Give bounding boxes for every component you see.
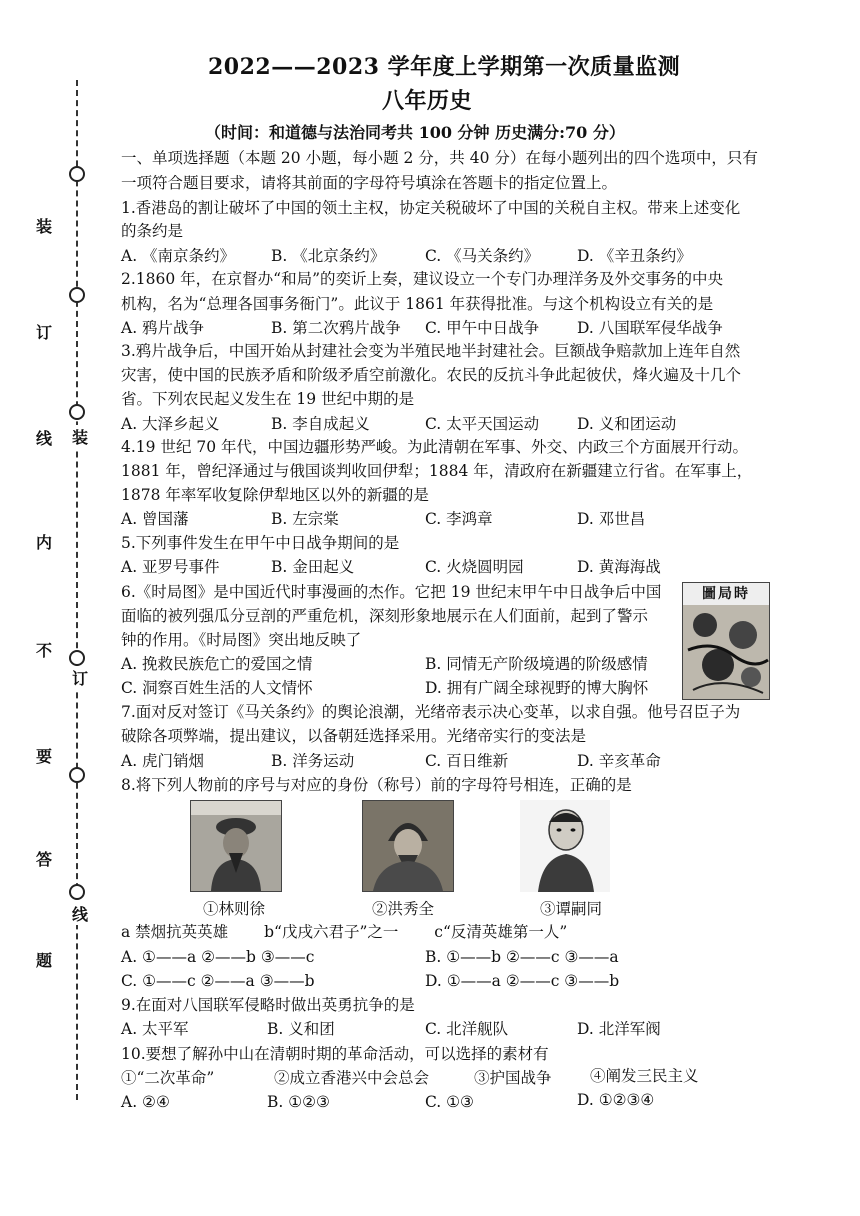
cartoon-title: 圖局時 — [683, 583, 769, 605]
option-c: C. 北洋舰队 — [425, 1020, 509, 1038]
option-b: B. 左宗棠 — [271, 510, 339, 528]
question-stem: 省。下列农民起义发生在 19 世纪中期的是 — [121, 390, 415, 408]
option-d: D. 拥有广阔全球视野的博大胸怀 — [425, 679, 649, 697]
material-item: ④阐发三民主义 — [590, 1067, 699, 1085]
option-c: C. 洞察百姓生活的人文情怀 — [121, 679, 313, 697]
section-instruction: 一、单项选择题（本题 20 小题，每小题 2 分，共 40 分）在每小题列出的四个选项中，只有 — [121, 149, 758, 167]
question-stem: 5.下列事件发生在甲午中日战争期间的是 — [121, 534, 400, 552]
option-c: C. 《马关条约》 — [425, 247, 540, 265]
option-d: D. ①——a ②——c ③——b — [425, 972, 620, 990]
binding-hole — [69, 650, 85, 666]
exam-subtitle: 八年历史 — [382, 88, 473, 114]
question-stem: 破除各项弊端，提出建议，以备朝廷选择采用。光绪帝实行的变法是 — [121, 727, 587, 745]
material-item: ①“二次革命” — [121, 1069, 215, 1087]
binding-hole — [69, 767, 85, 783]
question-stem: 面临的被列强瓜分豆剖的严重危机，深刻形象地展示在人们面前，起到了警示 — [121, 607, 649, 625]
binding-hole — [69, 166, 85, 182]
option-b: B. 同情无产阶级境遇的阶级感情 — [425, 655, 648, 673]
option-a: A. 鸦片战争 — [121, 319, 205, 337]
option-b: B. 洋务运动 — [271, 752, 355, 770]
shijutu-cartoon-image — [682, 582, 770, 700]
option-d: D. 《辛丑条约》 — [577, 247, 692, 265]
section-instruction: 一项符合题目要求，请将其前面的字母符号填涂在答题卡的指定位置上。 — [121, 174, 618, 192]
exam-title: 2022——2023 学年度上学期第一次质量监测 — [208, 54, 681, 80]
margin-side-char: 线 — [72, 902, 88, 925]
option-d: D. 辛亥革命 — [577, 752, 661, 770]
portrait-drawing — [191, 801, 281, 891]
question-stem: 1.香港岛的割让破坏了中国的领土主权，协定关税破坏了中国的关税自主权。带来上述变化 — [121, 199, 741, 217]
option-a: A. ②④ — [121, 1093, 170, 1111]
question-stem: 灾害，使中国的民族矛盾和阶级矛盾空前激化。农民的反抗斗争此起彼伏，烽火遍及十几个 — [121, 366, 742, 384]
option-d: D. ①②③④ — [577, 1091, 655, 1109]
margin-char: 内 — [36, 533, 53, 552]
question-stem: 6.《时局图》是中国近代时事漫画的杰作。它把 19 世纪末甲午中日战争后中国 — [121, 583, 662, 601]
option-b: B. 金田起义 — [271, 558, 355, 576]
portrait-drawing — [363, 801, 453, 891]
option-c: C. ①——c ②——a ③——b — [121, 972, 315, 990]
binding-hole — [69, 404, 85, 420]
margin-char: 题 — [36, 951, 53, 970]
option-a: A. ①——a ②——b ③——c — [121, 948, 315, 966]
question-stem: 1881 年，曾纪泽通过与俄国谈判收回伊犁；1884 年，清政府在新疆建立行省。在军事上， — [121, 462, 753, 480]
option-a: A. 《南京条约》 — [121, 247, 236, 265]
margin-char: 装 — [36, 217, 53, 236]
exam-info: （时间：和道德与法治同考共 100 分钟 历史满分:70 分） — [205, 123, 625, 142]
question-stem: 7.面对反对签订《马关条约》的舆论浪潮，光绪帝表示决心变革，以求自强。他号召臣子为 — [121, 703, 741, 721]
option-a: A. 挽救民族危亡的爱国之情 — [121, 655, 313, 673]
margin-side-char: 订 — [72, 666, 88, 689]
material-item: ②成立香港兴中会总会 — [274, 1069, 430, 1087]
option-b: B. 《北京条约》 — [271, 247, 386, 265]
option-d: D. 北洋军阀 — [577, 1020, 661, 1038]
option-c: C. 甲午中日战争 — [425, 319, 540, 337]
cartoon-drawing — [683, 605, 769, 699]
margin-char: 答 — [36, 850, 53, 869]
option-a: A. 曾国藩 — [121, 510, 189, 528]
option-b: B. 李自成起义 — [271, 415, 370, 433]
margin-char: 订 — [36, 323, 53, 342]
question-stem: 1878 年率军收复除伊犁地区以外的新疆的是 — [121, 486, 429, 504]
option-a: A. 亚罗号事件 — [121, 558, 220, 576]
option-d: D. 邓世昌 — [577, 510, 646, 528]
option-b: B. 第二次鸦片战争 — [271, 319, 401, 337]
material-item: ③护国战争 — [474, 1069, 552, 1087]
margin-char: 要 — [36, 747, 53, 766]
binding-hole — [69, 884, 85, 900]
option-b: B. 义和团 — [267, 1020, 335, 1038]
option-d: D. 八国联军侵华战争 — [577, 319, 723, 337]
option-d: D. 义和团运动 — [577, 415, 677, 433]
portrait-lin-zexu — [190, 800, 282, 892]
portrait-caption: ①林则徐 — [203, 900, 266, 918]
option-c: C. ①③ — [425, 1093, 474, 1111]
option-c: C. 太平天国运动 — [425, 415, 540, 433]
option-a: A. 虎门销烟 — [121, 752, 205, 770]
binding-line — [76, 80, 78, 1100]
question-stem: 钟的作用。《时局图》突出地反映了 — [121, 631, 362, 649]
portrait-caption: ③谭嗣同 — [540, 900, 603, 918]
option-a: A. 太平军 — [121, 1020, 189, 1038]
option-a: A. 大泽乡起义 — [121, 415, 220, 433]
margin-char: 线 — [36, 429, 53, 448]
binding-hole — [69, 287, 85, 303]
role-list: a 禁烟抗英英雄 b“戊戌六君子”之一 c“反清英雄第一人” — [121, 923, 568, 941]
question-stem: 9.在面对八国联军侵略时做出英勇抗争的是 — [121, 996, 415, 1014]
portrait-hong-xiuquan — [362, 800, 454, 892]
option-d: D. 黄海海战 — [577, 558, 661, 576]
option-b: B. ①——b ②——c ③——a — [425, 948, 619, 966]
portrait-drawing — [520, 800, 610, 892]
question-stem: 10.要想了解孙中山在清朝时期的革命活动，可以选择的素材有 — [121, 1045, 549, 1063]
option-c: C. 火烧圆明园 — [425, 558, 524, 576]
option-b: B. ①②③ — [267, 1093, 330, 1111]
question-stem: 4.19 世纪 70 年代，中国边疆形势严峻。为此清朝在军事、外交、内政三个方面展开行动。 — [121, 438, 749, 456]
question-stem: 8.将下列人物前的序号与对应的身份（称号）前的字母符号相连，正确的是 — [121, 776, 632, 794]
portrait-caption: ②洪秀全 — [372, 900, 435, 918]
margin-char: 不 — [36, 641, 53, 660]
question-stem: 2.1860 年，在京督办“和局”的奕䜣上奏，建议设立一个专门办理洋务及外交事务的中央 — [121, 270, 724, 288]
option-c: C. 李鸿章 — [425, 510, 493, 528]
question-stem: 的条约是 — [121, 222, 184, 240]
question-stem: 机构，名为“总理各国事务衙门”。此议于 1861 年获得批准。与这个机构设立有关的是 — [121, 295, 714, 313]
question-stem: 3.鸦片战争后，中国开始从封建社会变为半殖民地半封建社会。巨额战争赔款加上连年自然 — [121, 342, 741, 360]
option-c: C. 百日维新 — [425, 752, 509, 770]
portrait-tan-sitong — [520, 800, 610, 892]
margin-side-char: 装 — [72, 425, 88, 448]
